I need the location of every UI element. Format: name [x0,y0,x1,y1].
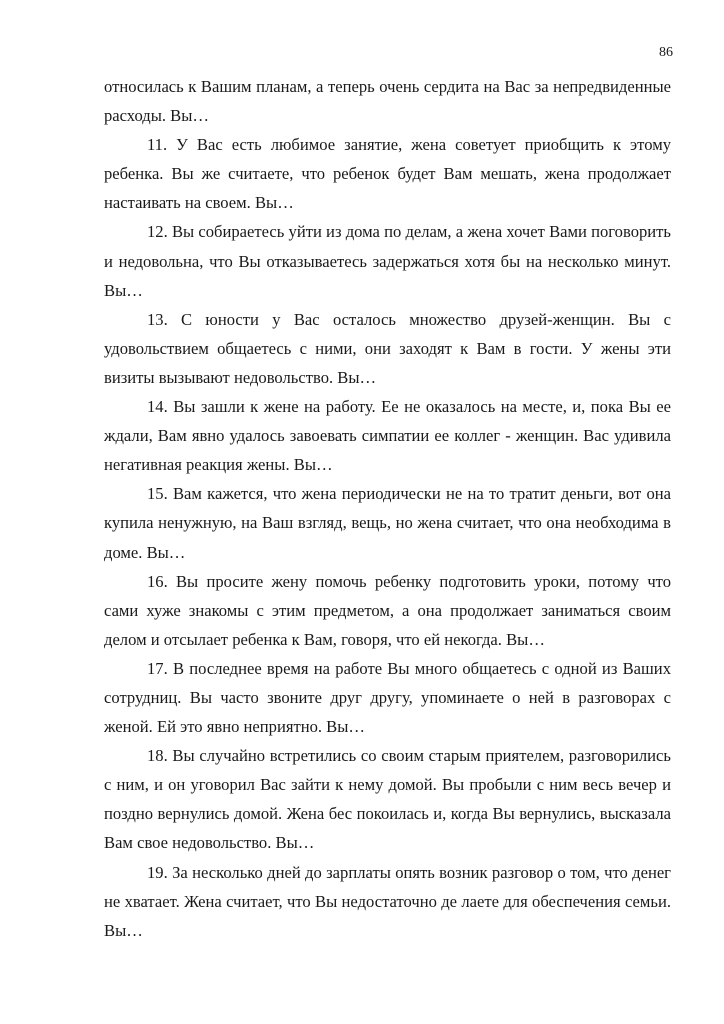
paragraph-continuation: относилась к Вашим планам, а теперь очень сердита на Вас за непредвиденные расходы. Вы… [104,77,671,126]
question-16: 16. Вы просите жену помочь ребенку подготовить уроки, потому что сами хуже знакомы с этим предметом, а она продолжает заниматься своим делом и отсылает ребенка к Вам, говоря, что ей некогда. Вы… [104,571,671,649]
question-13: 13. С юности у Вас осталось множество друзей-женщин. Вы с удовольствием общаетесь с ними, они заходят к Вам в гости. У жены эти визиты вызывают недовольство. Вы… [104,309,671,387]
page-number: 86 [659,45,673,60]
question-18: 18. Вы случайно встретились со своим старым приятелем, разговорились с ним, и он уговорил Вас зайти к нему домой. Вы пробыли с ним весь вечер и поздно вернулись домой. Жена бес покоилась и, когда Вы вернулись, высказала Вам свое недовольство. Вы… [104,746,671,853]
question-11: 11. У Вас есть любимое занятие, жена советует приобщить к этому ребенка. Вы же считаете, что ребенок будет Вам мешать, жена продолжает настаивать на своем. Вы… [104,135,671,213]
question-19: 19. За несколько дней до зарплаты опять возник разговор о том, что денег не хватает. Жена считает, что Вы недостаточно де лаете для обеспечения семьи. Вы… [104,862,671,940]
question-17: 17. В последнее время на работе Вы много общаетесь с одной из Ваших сотрудниц. Вы часто звоните друг другу, упоминаете о ней в разговорах с женой. Ей это явно неприятно. Вы… [104,658,671,737]
question-12: 12. Вы собираетесь уйти из дома по делам, а жена хочет Вами поговорить и недовольна, что Вы отказываетесь задержаться хотя бы на несколько минут. Вы… [104,222,671,300]
question-14: 14. Вы зашли к жене на работу. Ее не оказалось на месте, и, пока Вы ее ждали, Вам явно удалось завоевать симпатии ее коллег - женщин. Вас удивила негативная реакция жены. Вы… [104,397,671,475]
question-15: 15. Вам кажется, что жена периодически не на то тратит деньги, вот она купила ненужную, на Ваш взгляд, вещь, но жена считает, что она необходима в доме. Вы… [104,484,671,562]
page-body [104,72,671,945]
